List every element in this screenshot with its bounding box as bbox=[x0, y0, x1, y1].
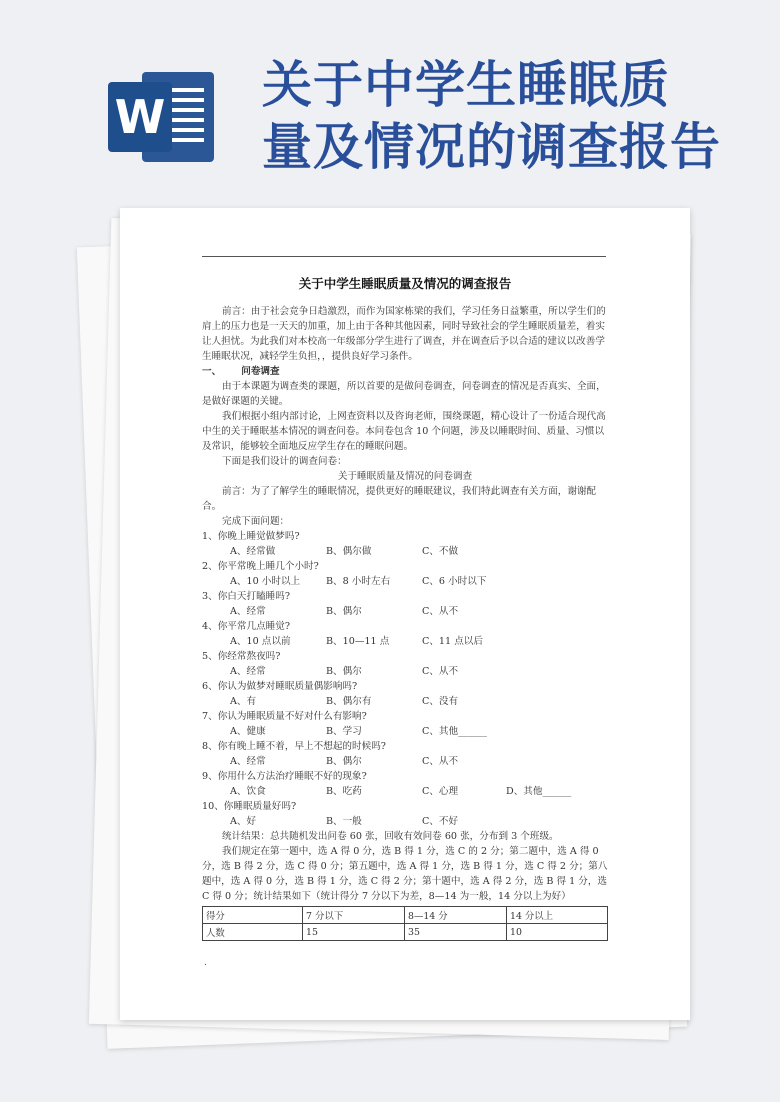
option-d: D、其他______ bbox=[506, 786, 572, 797]
question-options bbox=[202, 724, 608, 739]
paragraph-2: 我们根据小组内部讨论，上网查资料以及咨询老师，围绕课题，精心设计了一份适合现代高中生的关于睡眠基本情况的调查问卷。本问卷包含 10 个问题，涉及以睡眠时间、质量、习惯以及常识，能够较全面地反应学生存在的睡眠问题。 bbox=[202, 411, 606, 452]
option-b: B、8 小时左右 bbox=[326, 576, 391, 587]
question-options bbox=[202, 544, 608, 559]
question-options bbox=[202, 754, 608, 769]
question-text: 7、你认为睡眠质量不好对什么有影响? bbox=[202, 711, 367, 722]
option-c: C、不好 bbox=[422, 816, 459, 827]
option-a: A、经常 bbox=[230, 666, 266, 677]
option-c: C、6 小时以下 bbox=[422, 576, 487, 587]
option-a: A、10 点以前 bbox=[230, 636, 291, 647]
option-b: B、吃药 bbox=[326, 786, 362, 797]
question-text: 10、你睡眠质量好吗? bbox=[202, 801, 297, 812]
option-b: B、学习 bbox=[326, 726, 362, 737]
document-body bbox=[202, 304, 608, 904]
option-b: B、偶尔有 bbox=[326, 696, 372, 707]
option-a: A、经常 bbox=[230, 606, 266, 617]
hero-title-line2: 量及情况的调查报告 bbox=[262, 118, 721, 176]
question-text: 2、你平常晚上睡几个小时? bbox=[202, 561, 319, 572]
hero-title bbox=[262, 54, 762, 178]
table-row bbox=[203, 907, 608, 924]
instruction: 完成下面问题： bbox=[222, 516, 290, 527]
section-title: 问卷调查 bbox=[241, 366, 280, 377]
option-c: C、其他______ bbox=[422, 726, 487, 737]
document-title: 关于中学生睡眠质量及情况的调查报告 bbox=[298, 276, 512, 291]
option-c: C、不做 bbox=[422, 546, 459, 557]
word-badge: W bbox=[108, 82, 172, 152]
stats-line: 统计结果：总共随机发出问卷 60 张，回收有效问卷 60 张，分布到 3 个班级。 bbox=[222, 831, 559, 842]
option-c: C、没有 bbox=[422, 696, 459, 707]
table-row bbox=[203, 924, 608, 941]
table-cell: 8—14 分 bbox=[405, 907, 507, 924]
option-a: A、经常做 bbox=[230, 546, 276, 557]
header-rule bbox=[202, 256, 606, 257]
question-options bbox=[202, 784, 608, 799]
question-options bbox=[202, 814, 608, 829]
hero-title-line1: 关于中学生睡眠质 bbox=[262, 56, 670, 114]
footer-mark: . bbox=[204, 958, 207, 968]
option-c: C、从不 bbox=[422, 606, 459, 617]
question-options bbox=[202, 664, 608, 679]
question-text: 6、你认为做梦对睡眠质量偶影响吗? bbox=[202, 681, 358, 692]
option-b: B、偶尔做 bbox=[326, 546, 372, 557]
option-a: A、经常 bbox=[230, 756, 266, 767]
question-text: 5、你经常熬夜吗? bbox=[202, 651, 281, 662]
option-b: B、偶尔 bbox=[326, 756, 362, 767]
option-a: A、健康 bbox=[230, 726, 266, 737]
table-cell: 15 bbox=[303, 924, 405, 941]
intro-paragraph: 前言：由于社会竞争日趋激烈，而作为国家栋梁的我们，学习任务日益繁重，所以学生们的肩上的压力也是一天天的加重，加上由于各种其他因素，同时导致社会的学生睡眠质量差，着实让人担忧。为此我们对本校高一年级部分学生进行了调查，并在调查后予以合适的建议以改善学生睡眠状况，减轻学生负担，，提供良好学习条件。 bbox=[202, 306, 606, 362]
section-number: 一、 bbox=[202, 366, 222, 377]
option-c: C、从不 bbox=[422, 756, 459, 767]
table-cell: 人数 bbox=[203, 924, 303, 941]
survey-title: 关于睡眠质量及情况的问卷调查 bbox=[337, 471, 473, 482]
option-b: B、偶尔 bbox=[326, 666, 362, 677]
question-text: 1、你晚上睡觉做梦吗? bbox=[202, 531, 300, 542]
question-text: 9、你用什么方法治疗睡眠不好的现象? bbox=[202, 771, 367, 782]
table-cell: 7 分以下 bbox=[303, 907, 405, 924]
table-cell: 14 分以上 bbox=[507, 907, 608, 924]
table-cell: 35 bbox=[405, 924, 507, 941]
section-heading bbox=[202, 364, 608, 379]
document-page bbox=[120, 208, 690, 1020]
scoring-paragraph: 我们规定在第一题中，选 A 得 0 分，选 B 得 1 分，选 C 的 2 分；第二题中，选 A 得 0 分，选 B 得 2 分，选 C 得 0 分；第五题中，选 A 得 1 分，选 B 得 1 分，选 C 得 2 分；第八题中，选 A 得 0 分，选 B 得 1 分，选 C 得 2 分；第十题中，选 A 得 2 分，选 B 得 1 分，选 C 得 0 分；统计结果如下（统计得分 7 分以下为差，8—14 为一般，14 分以上为好） bbox=[202, 846, 608, 902]
question-options bbox=[202, 694, 608, 709]
option-c: C、从不 bbox=[422, 666, 459, 677]
option-b: B、一般 bbox=[326, 816, 362, 827]
option-a: A、有 bbox=[230, 696, 257, 707]
option-b: B、10—11 点 bbox=[326, 636, 390, 647]
option-a: A、10 小时以上 bbox=[230, 576, 301, 587]
question-text: 4、你平常几点睡觉? bbox=[202, 621, 290, 632]
option-c: C、心理 bbox=[422, 786, 459, 797]
word-document-icon bbox=[108, 72, 214, 162]
question-options bbox=[202, 574, 608, 589]
results-table bbox=[202, 906, 608, 941]
option-a: A、好 bbox=[230, 816, 257, 827]
option-b: B、偶尔 bbox=[326, 606, 362, 617]
hero-banner bbox=[0, 0, 780, 200]
question-text: 3、你白天打瞌睡吗? bbox=[202, 591, 290, 602]
question-list bbox=[202, 529, 608, 829]
option-a: A、饮食 bbox=[230, 786, 266, 797]
option-c: C、11 点以后 bbox=[422, 636, 483, 647]
survey-intro: 前言：为了了解学生的睡眠情况，提供更好的睡眠建议，我们特此调查有关方面，谢谢配合。 bbox=[202, 486, 597, 512]
paragraph-3: 下面是我们设计的调查问卷： bbox=[222, 456, 347, 467]
table-cell: 10 bbox=[507, 924, 608, 941]
question-options bbox=[202, 634, 608, 649]
question-options bbox=[202, 604, 608, 619]
paragraph-1: 由于本课题为调查类的课题，所以首要的是做问卷调查，问卷调查的情况是否真实、全面，是做好课题的关键。 bbox=[202, 381, 606, 407]
question-text: 8、你有晚上睡不着，早上不想起的时候吗? bbox=[202, 741, 386, 752]
table-cell: 得分 bbox=[203, 907, 303, 924]
